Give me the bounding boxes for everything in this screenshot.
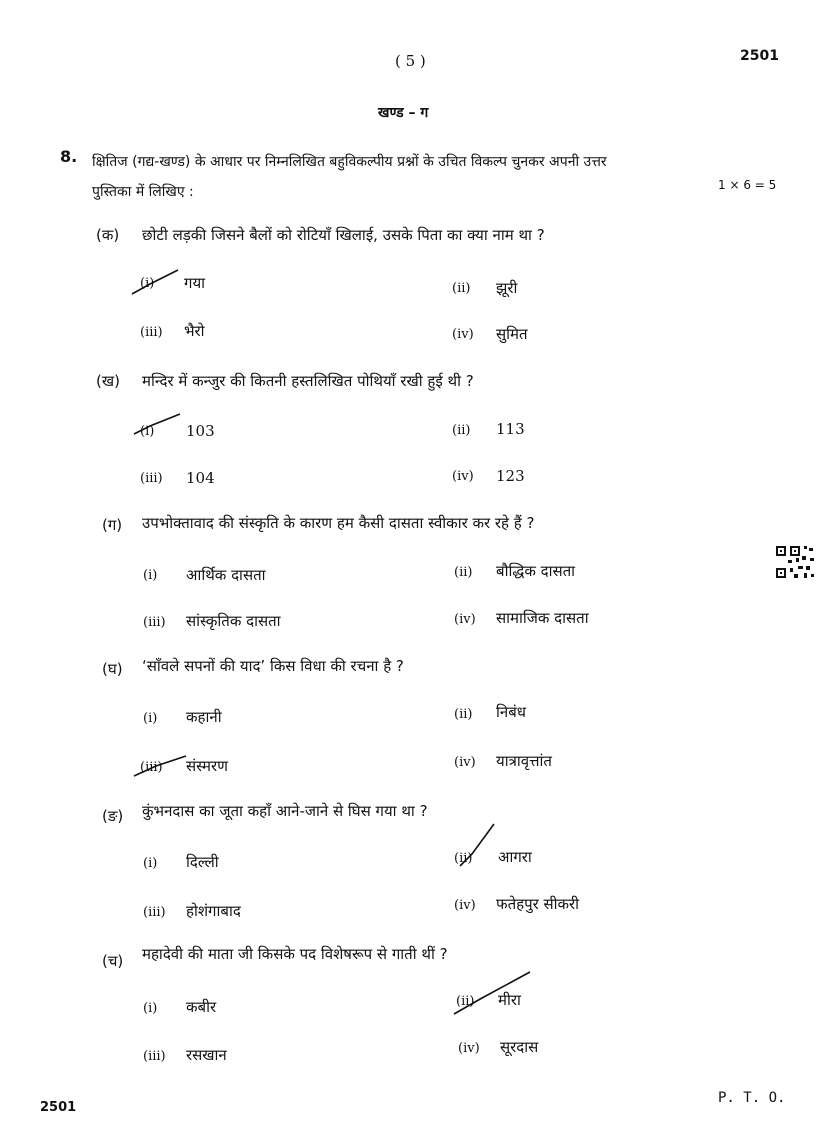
option-number: (iii) <box>143 905 166 920</box>
question-text-line-2: पुस्तिका में लिखिए : <box>92 184 194 200</box>
option-number: (ii) <box>454 565 473 580</box>
option-text: 104 <box>186 469 215 487</box>
option-text: भैरो <box>184 322 205 340</box>
option-text: सुमित <box>496 325 528 343</box>
option-number: (ii) <box>452 423 471 438</box>
option-number: (iv) <box>452 327 474 342</box>
option-number: (iv) <box>454 898 476 913</box>
option-text: संस्मरण <box>186 757 228 775</box>
subquestion-label: (ङ) <box>102 807 124 825</box>
question-text-line-1: क्षितिज (गद्य-खण्ड) के आधार पर निम्नलिखित बहुविकल्पीय प्रश्नों के उचित विकल्प चुनकर अपनी उत्तर <box>92 154 607 170</box>
please-turn-over: P. T. O. <box>718 1090 786 1106</box>
option-number: (i) <box>140 276 155 291</box>
option-number: (i) <box>143 568 158 583</box>
option-text: फतेहपुर सीकरी <box>496 895 580 913</box>
option-text: 103 <box>186 422 215 440</box>
subquestion-text: उपभोक्तावाद की संस्कृति के कारण हम कैसी दासता स्वीकार कर रहे हैं ? <box>142 514 535 532</box>
option-text: 123 <box>496 467 525 485</box>
option-number: (i) <box>140 424 155 439</box>
option-number: (ii) <box>454 851 473 866</box>
option-text: सांस्कृतिक दासता <box>186 612 281 630</box>
question-text <box>92 147 782 207</box>
option-number: (ii) <box>456 994 475 1009</box>
option-number: (iv) <box>454 755 476 770</box>
qr-code <box>776 546 816 580</box>
page-number: ( 5 ) <box>395 52 426 70</box>
subquestion-text: छोटी लड़की जिसने बैलों को रोटियाँ खिलाई, उसके पिता का क्या नाम था ? <box>142 226 545 244</box>
subquestion-label: (घ) <box>102 660 123 678</box>
option-text: गया <box>184 274 206 292</box>
question-number: 8. <box>60 147 78 166</box>
option-number: (iii) <box>140 471 163 486</box>
option-number: (iii) <box>140 325 163 340</box>
paper-code-bottom: 2501 <box>40 1100 77 1115</box>
option-text: सूरदास <box>500 1038 539 1056</box>
option-text: आगरा <box>498 848 532 866</box>
option-text: कहानी <box>186 708 222 726</box>
option-text: यात्रावृत्तांत <box>496 752 552 770</box>
subquestion-text: महादेवी की माता जी किसके पद विशेषरूप से गाती थीं ? <box>142 945 448 963</box>
subquestion-text: मन्दिर में कन्जुर की कितनी हस्तलिखित पोथियाँ रखी हुई थी ? <box>142 372 474 390</box>
option-text: आर्थिक दासता <box>186 566 266 584</box>
subquestion-label: (क) <box>96 226 120 244</box>
option-number: (iii) <box>143 1049 166 1064</box>
option-text: कबीर <box>186 998 217 1016</box>
option-text: रसखान <box>186 1046 227 1064</box>
option-text: दिल्ली <box>186 853 219 871</box>
option-text: होशंगाबाद <box>186 902 241 920</box>
option-text: सामाजिक दासता <box>496 609 589 627</box>
option-number: (i) <box>143 1001 158 1016</box>
subquestion-label: (ग) <box>102 516 123 534</box>
subquestion-text: ‘साँवले सपनों की याद’ किस विधा की रचना है ? <box>142 657 404 675</box>
section-title: खण्ड – ग <box>378 105 429 121</box>
handwritten-tick-mark <box>130 412 186 442</box>
option-text: मीरा <box>498 991 521 1009</box>
subquestion-text: कुंभनदास का जूता कहाँ आने-जाने से घिस गया था ? <box>142 802 428 820</box>
option-number: (iv) <box>458 1041 480 1056</box>
option-number: (i) <box>143 711 158 726</box>
marks: 1 × 6 = 5 <box>718 178 777 192</box>
subquestion-label: (च) <box>102 952 124 970</box>
paper-code-top: 2501 <box>740 48 779 64</box>
option-text: झूरी <box>496 279 518 297</box>
option-number: (i) <box>143 856 158 871</box>
option-number: (ii) <box>454 707 473 722</box>
option-text: निबंध <box>496 703 527 721</box>
subquestion-label: (ख) <box>96 372 120 390</box>
option-number: (iv) <box>454 612 476 627</box>
option-number: (iv) <box>452 469 474 484</box>
option-number: (ii) <box>452 281 471 296</box>
option-number: (iii) <box>140 760 163 775</box>
option-text: 113 <box>496 420 525 438</box>
option-text: बौद्धिक दासता <box>496 562 576 580</box>
handwritten-tick-mark <box>128 266 184 300</box>
option-number: (iii) <box>143 615 166 630</box>
